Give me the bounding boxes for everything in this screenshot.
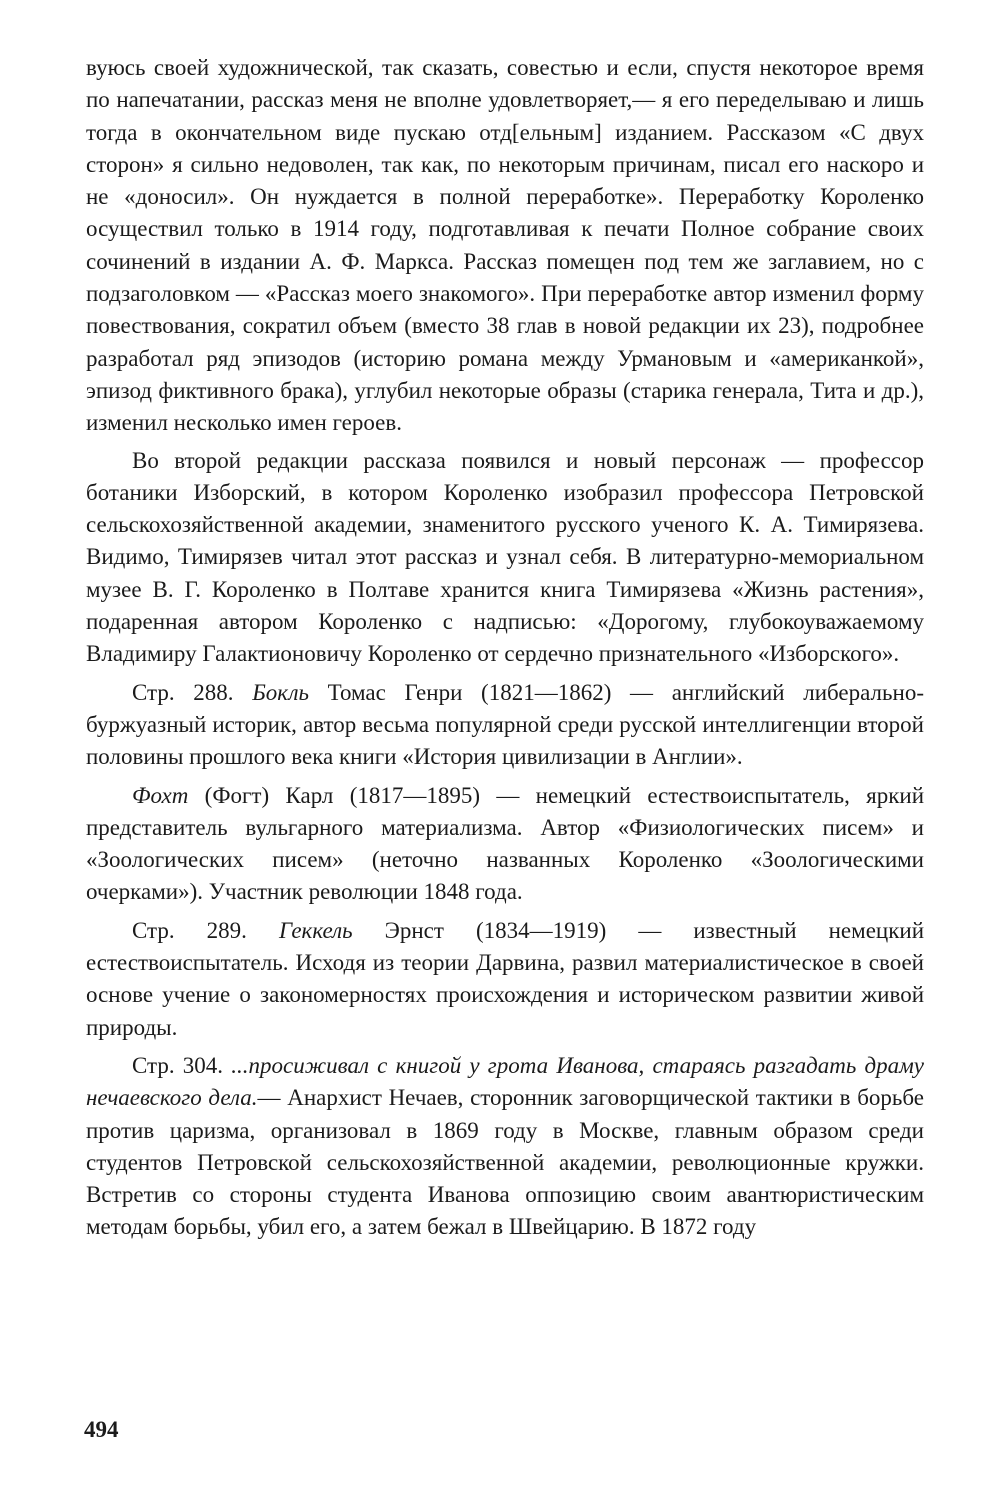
note-page-ref: Стр. 289. [132,917,279,943]
paragraph-text: Во второй редакции рассказа появился и новый персонаж — профессор ботаники Изборский, в котором Короленко изобразил профессора Петровской сельскохозяйственной академии, знаменитого русского ученого К. А. Тимирязева. Видимо, Тимирязев читал этот рассказ и узнал себя. В литературно-мемориальном музее В. Г. Короленко в Полтаве хранится книга Тимирязева «Жизнь растения», подаренная автором Короленко с надписью: «Дорогому, глубокоуважаемому Владимиру Галактионовичу Короленко от сердечно признательного «Изборского». [86,447,924,667]
note-haeckel [86,915,924,1044]
note-term: Фохт [132,782,189,808]
paragraph-text: вуюсь своей художнической, так сказать, совестью и если, спустя некоторое время по напечатании, рассказ меня не вполне удовлетворяет,— я его переделываю и лишь тогда в окончательном виде пускаю отд[ельным] изданием. Рассказом «С двух сторон» я сильно недоволен, так как, по некоторым причинам, писал его наскоро и не «доносил». Он нуждается в полной переработке». Переработку Короленко осуществил только в 1914 году, подготавливая к печати Полное собрание своих сочинений в издании А. Ф. Маркса. Рассказ помещен под тем же заглавием, но с подзаголовком — «Рассказ моего знакомого». При переработке автор изменил форму повествования, сократил объем (вместо 38 глав в новой редакции их 23), подробнее разработал ряд эпизодов (историю романа между Урмановым и «американкой», эпизод фиктивного брака), углубил некоторые образы (старика генерала, Тита и др.), изменил несколько имен героев. [86,55,924,436]
note-term: ...просиживал с книгой у грота Иванова, стараясь разгадать драму нечаевского дела. [86,1052,925,1111]
note-text: Эрнст (1834—1919) — известный немецкий естествоиспытатель. Исходя из теории Дарвина, развил материалистическое в своей основе учение о закономерностях происхождения и историческом развитии живой природы. [86,917,925,1040]
note-term: Геккель [278,917,353,943]
note-text: Томас Генри (1821—1862) — английский либерально-буржуазный историк, автор весьма популярной среди русской интеллигенции второй половины прошлого века книги «История цивилизации в Англии». [86,679,924,770]
page-text-block [86,52,924,1244]
note-bokl [86,677,924,774]
note-nechaev [86,1050,924,1244]
paragraph-continuation [86,52,924,440]
note-text: (Фогт) Карл (1817—1895) — немецкий естествоиспытатель, яркий представитель вульгарного материализма. Автор «Физиологических писем» и «Зоологических писем» (неточно названных Короленко «Зоологическими очерками»). Участник революции 1848 года. [86,782,924,905]
page-number: 494 [84,1417,119,1442]
paragraph-izborsky [86,445,924,671]
note-page-ref: Стр. 304. [132,1052,232,1078]
note-term: Бокль [252,679,309,705]
note-text: — Анархист Нечаев, сторонник заговорщической тактики в борьбе против царизма, организовал в 1869 году в Москве, главным образом среди студентов Петровской сельскохозяйственной академии, революционные кружки. Встретив со стороны студента Иванова оппозицию своим авантюристическим методам борьбы, убил его, а затем бежал в Швейцарию. В 1872 году [86,1085,924,1240]
note-page-ref: Стр. 288. [132,679,253,705]
note-vogt [86,780,924,909]
